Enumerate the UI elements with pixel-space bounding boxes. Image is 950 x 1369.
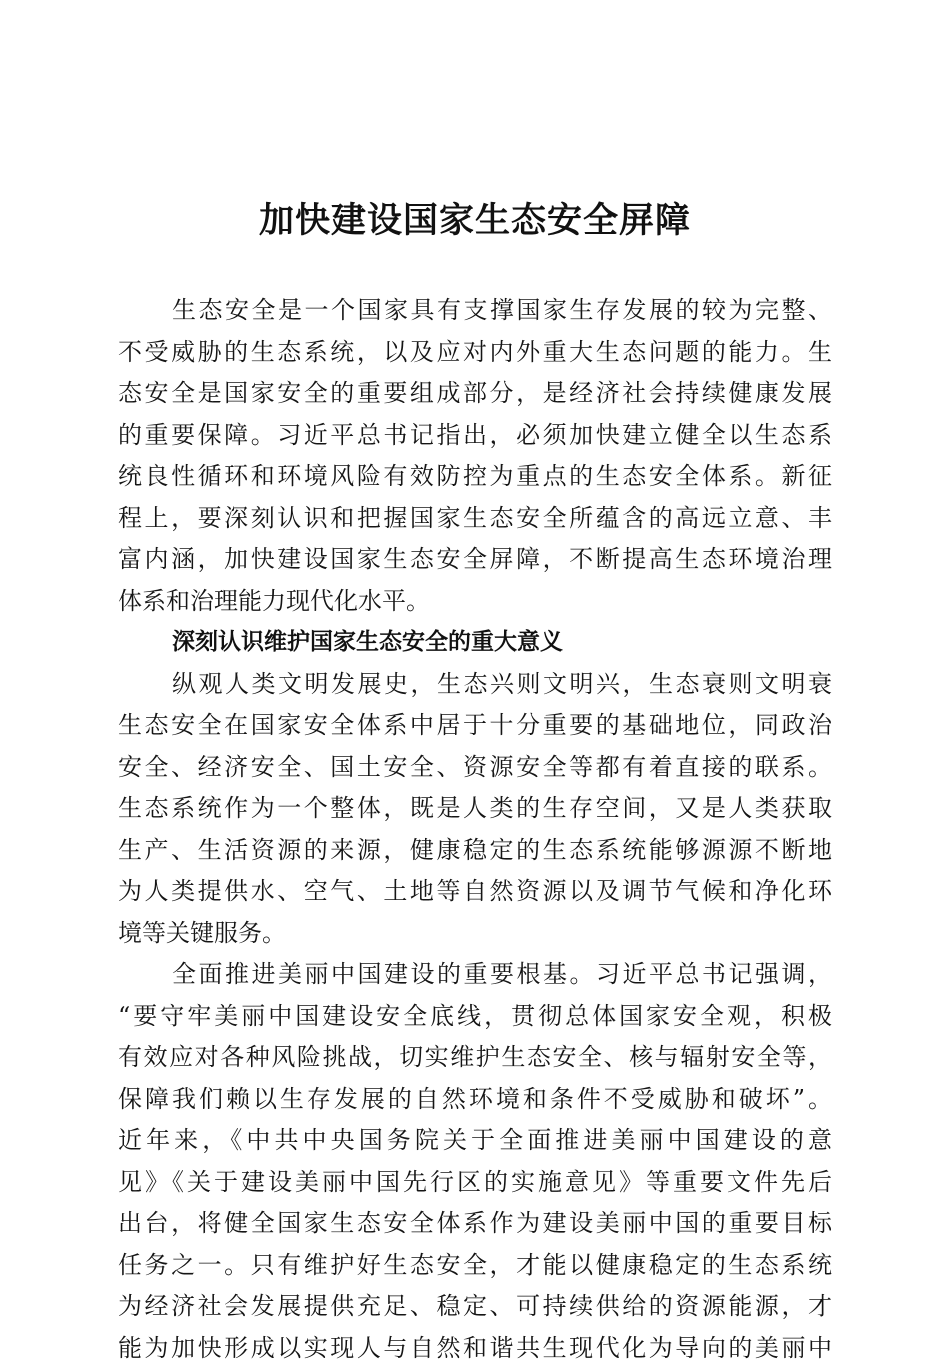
section-heading: 深刻认识维护国家生态安全的重大意义: [118, 622, 832, 664]
paragraph-line: 见》《关于建设美丽中国先行区的实施意见》等重要文件先后: [118, 1162, 832, 1204]
paragraph-line: 的重要保障。习近平总书记指出，必须加快建立健全以生态系: [118, 415, 832, 457]
paragraph-line: 富内涵，加快建设国家生态安全屏障，不断提高生态环境治理: [118, 539, 832, 581]
paragraph-line: 近年来，《中共中央国务院关于全面推进美丽中国建设的意: [118, 1120, 832, 1162]
document-body: [118, 290, 832, 1369]
paragraph-line: 态安全是国家安全的重要组成部分，是经济社会持续健康发展: [118, 373, 832, 415]
paragraph-line: 不受威胁的生态系统，以及应对内外重大生态问题的能力。生: [118, 332, 832, 374]
paragraph-line: 全面推进美丽中国建设的重要根基。习近平总书记强调，: [118, 954, 832, 996]
paragraph-line: 生态安全在国家安全体系中居于十分重要的基础地位，同政治: [118, 705, 832, 747]
paragraph-line: 为经济社会发展提供充足、稳定、可持续供给的资源能源，才: [118, 1286, 832, 1328]
paragraph-line: 任务之一。只有维护好生态安全，才能以健康稳定的生态系统: [118, 1245, 832, 1287]
paragraph-line: 能为加快形成以实现人与自然和谐共生现代化为导向的美丽中: [118, 1328, 832, 1369]
paragraph-line: 保障我们赖以生存发展的自然环境和条件不受威胁和破坏”。: [118, 1079, 832, 1121]
paragraph-line: 生态安全是一个国家具有支撑国家生存发展的较为完整、: [118, 290, 832, 332]
paragraph-line: 安全、经济安全、国土安全、资源安全等都有着直接的联系。: [118, 747, 832, 789]
paragraph-line: 有效应对各种风险挑战，切实维护生态安全、核与辐射安全等，: [118, 1037, 832, 1079]
paragraph-line: 生态系统作为一个整体，既是人类的生存空间，又是人类获取: [118, 788, 832, 830]
paragraph-line: 程上，要深刻认识和把握国家生态安全所蕴含的高远立意、丰: [118, 498, 832, 540]
paragraph-line: 出台，将健全国家生态安全体系作为建设美丽中国的重要目标: [118, 1203, 832, 1245]
document-title: 加快建设国家生态安全屏障: [0, 198, 950, 244]
paragraph-line: “要守牢美丽中国建设安全底线，贯彻总体国家安全观，积极: [118, 996, 832, 1038]
paragraph-line: 统良性循环和环境风险有效防控为重点的生态安全体系。新征: [118, 456, 832, 498]
paragraph-line: 境等关键服务。: [118, 913, 832, 955]
paragraph-line: 体系和治理能力现代化水平。: [118, 581, 832, 623]
paragraph-line: 生产、生活资源的来源，健康稳定的生态系统能够源源不断地: [118, 830, 832, 872]
paragraph-line: 为人类提供水、空气、土地等自然资源以及调节气候和净化环: [118, 871, 832, 913]
paragraph-line: 纵观人类文明发展史，生态兴则文明兴，生态衰则文明衰: [118, 664, 832, 706]
